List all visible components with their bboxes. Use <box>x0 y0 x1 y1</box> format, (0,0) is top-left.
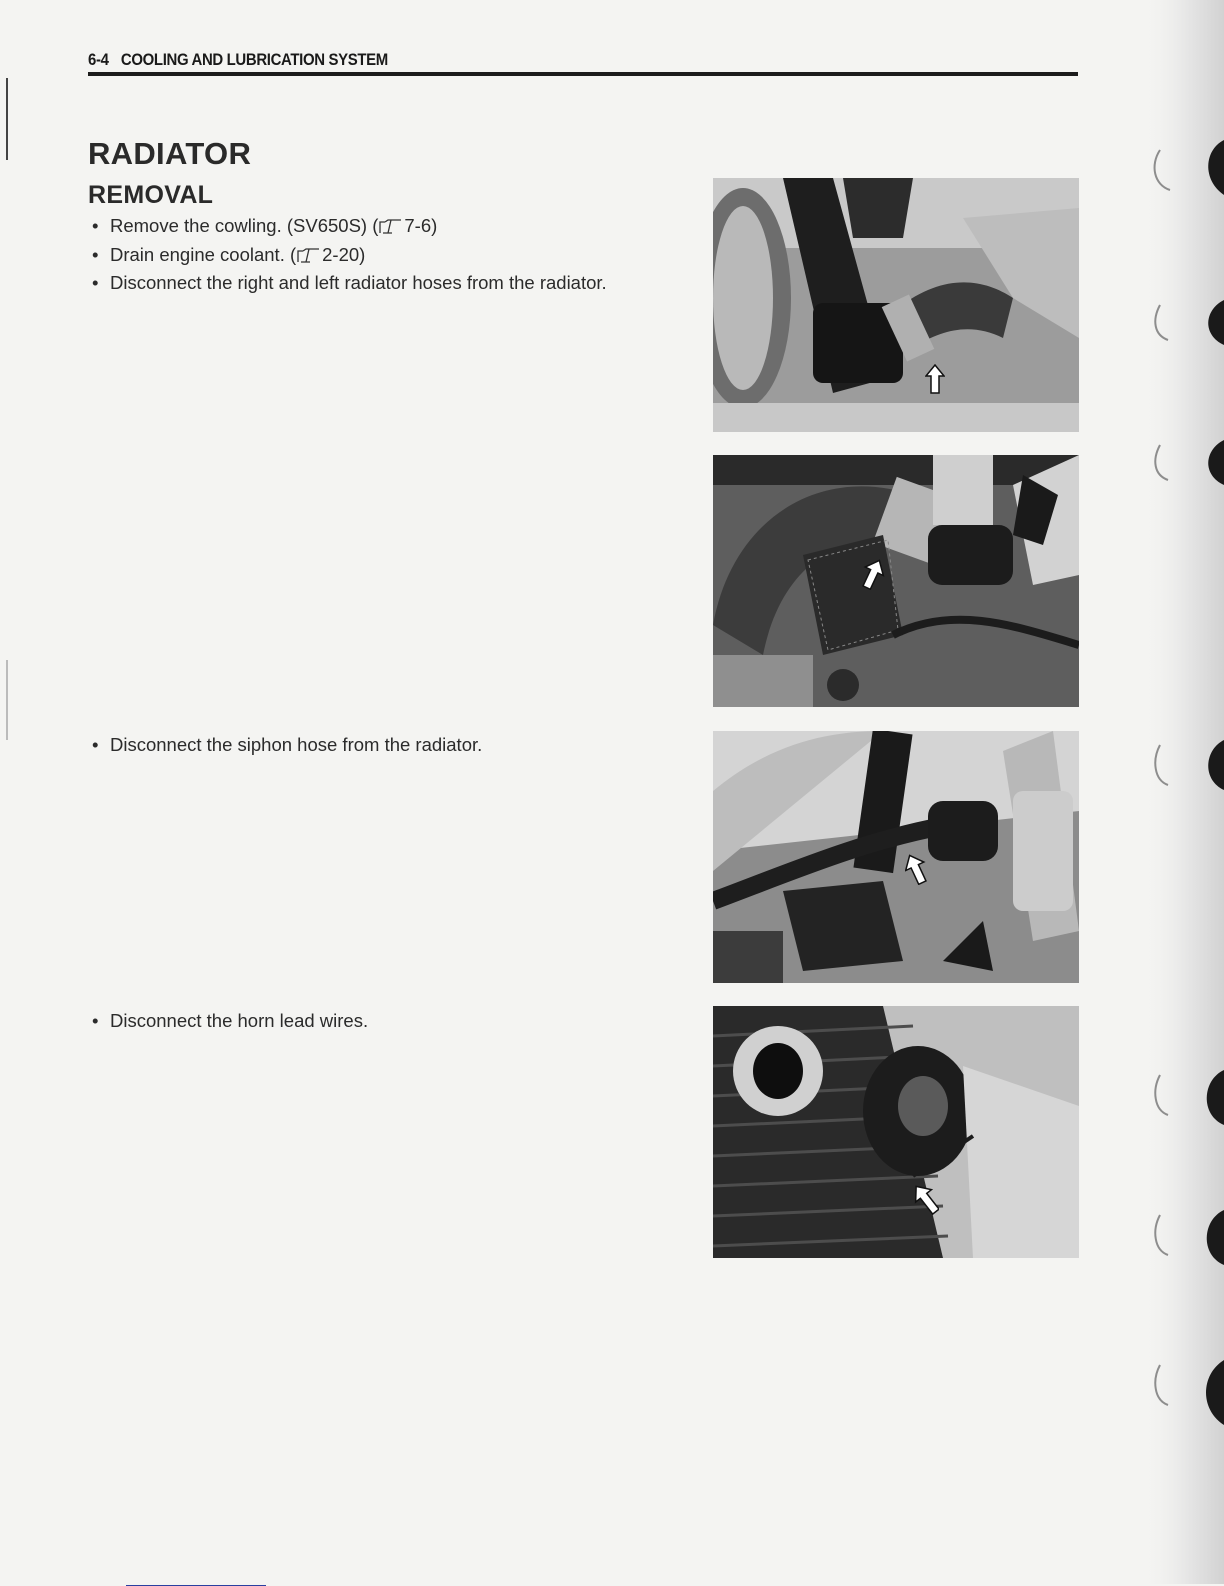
arrow-up-icon <box>925 364 945 394</box>
margin-mark <box>6 78 8 160</box>
arrow-up-left-icon <box>905 853 927 885</box>
reference-hand-icon <box>297 248 321 264</box>
list-item: • Drain engine coolant. ( 2-20) <box>92 243 366 265</box>
list-item: • Disconnect the right and left radiator hoses from the radiator. <box>92 272 607 293</box>
photo-hose-clamp <box>713 455 1079 707</box>
page-title: RADIATOR <box>88 136 252 171</box>
header-rule <box>88 72 1078 76</box>
page-number: 6-4 <box>88 50 109 69</box>
photo-horn-wires <box>713 1006 1079 1258</box>
page-link[interactable]: 7-6 <box>404 215 432 236</box>
binding-edge <box>1140 0 1224 1584</box>
list-item: • Remove the cowling. (SV650S) ( 7-6) <box>92 215 438 236</box>
reference-hand-icon <box>379 219 403 235</box>
steps-list <box>92 731 482 760</box>
photo-radiator-hoses <box>713 178 1079 432</box>
photo-siphon-hose <box>713 731 1079 983</box>
section-subtitle: REMOVAL <box>88 181 214 209</box>
list-item: • Disconnect the horn lead wires. <box>92 1010 369 1031</box>
page-link[interactable]: 2-20 <box>322 243 360 265</box>
section-title: COOLING AND LUBRICATION SYSTEM <box>120 50 388 69</box>
list-item: • Disconnect the siphon hose from the radiator. <box>92 734 483 755</box>
steps-list <box>92 212 607 298</box>
arrow-up-right-icon <box>861 558 885 590</box>
margin-mark <box>6 660 8 740</box>
steps-list <box>92 1007 368 1036</box>
page-header <box>88 50 959 70</box>
arrow-up-left-icon <box>913 1182 939 1216</box>
